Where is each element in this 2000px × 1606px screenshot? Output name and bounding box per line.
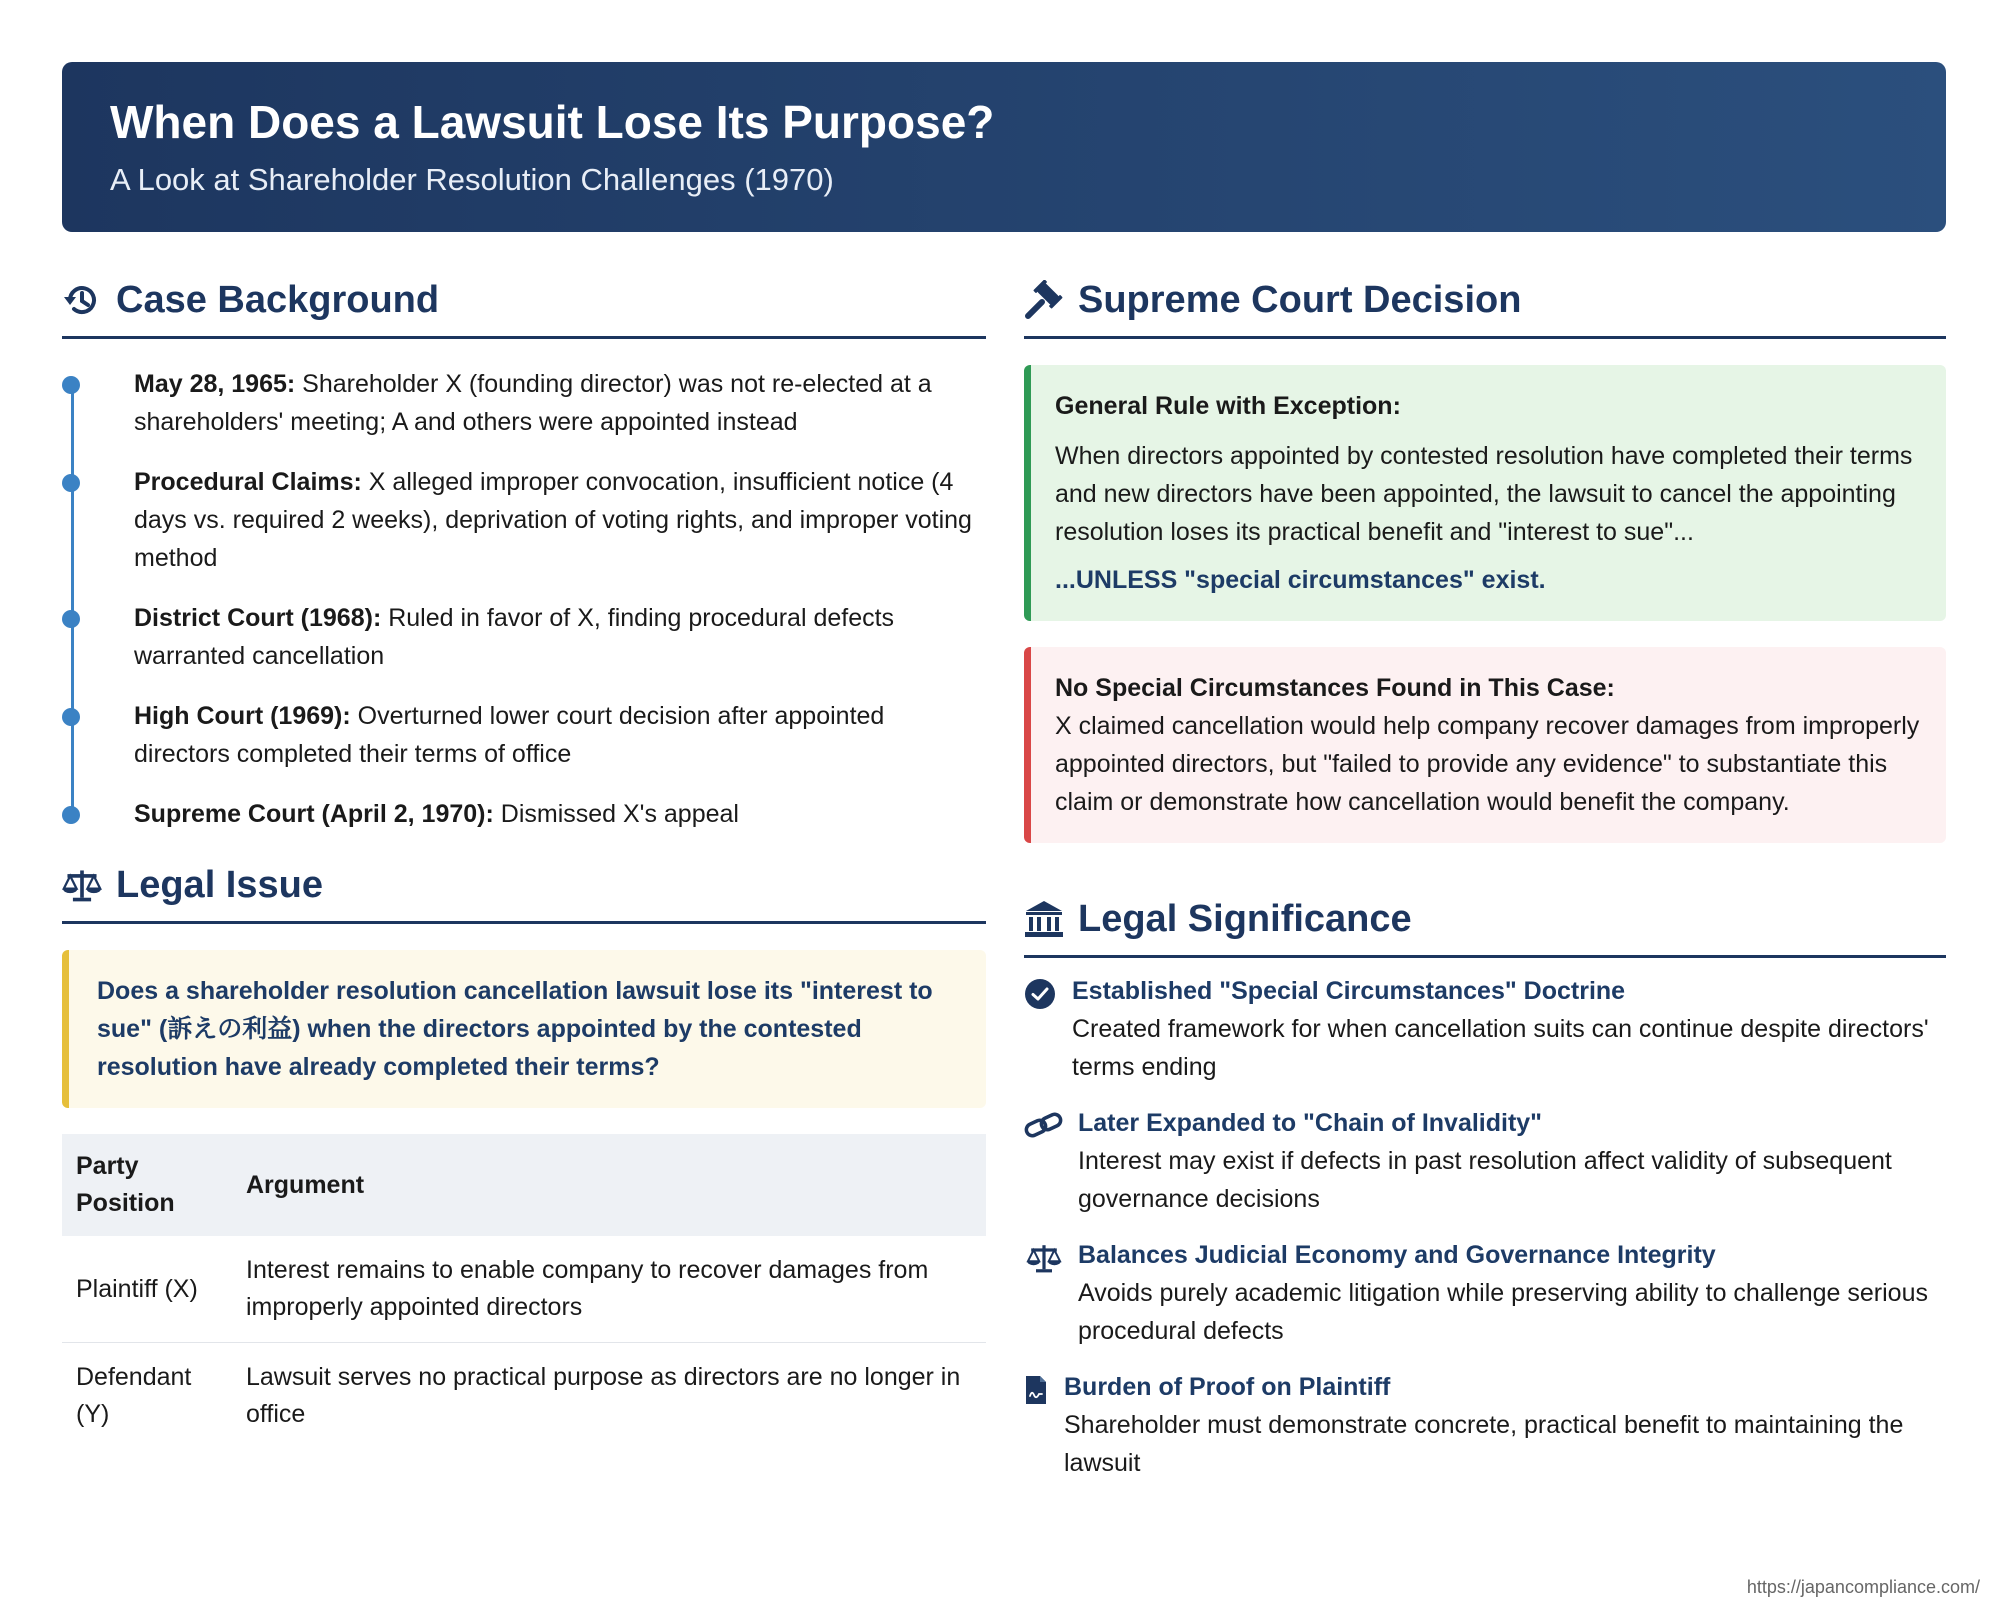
timeline-label: May 28, 1965: bbox=[134, 370, 296, 398]
significance-item-text: Shareholder must demonstrate concrete, practical benefit to maintaining the lawsuit bbox=[1064, 1411, 1904, 1477]
list-item bbox=[1024, 1368, 1946, 1482]
timeline-text: Ruled in favor of X, finding procedural defects warranted cancellation bbox=[134, 604, 895, 670]
general-rule-text: When directors appointed by contested resolution have completed their terms and new directors have been appointed, the lawsuit to cancel the appointing resolution loses its practical benefit and "interest to sue"... bbox=[1055, 442, 1913, 546]
footer-url: https://japancompliance.com/ bbox=[1746, 1577, 1980, 1597]
finding-title: No Special Circumstances Found in This Case: bbox=[1055, 674, 1615, 702]
list-item bbox=[1024, 1236, 1946, 1350]
gavel-icon bbox=[1024, 280, 1064, 320]
case-background-heading bbox=[62, 270, 986, 339]
significance-item-title: Balances Judicial Economy and Governance Integrity bbox=[1078, 1241, 1716, 1269]
supreme-court-decision-heading bbox=[1024, 270, 1946, 339]
legal-significance-title: Legal Significance bbox=[1078, 897, 1412, 940]
timeline-item bbox=[134, 697, 986, 773]
page-title: When Does a Lawsuit Lose Its Purpose? bbox=[110, 96, 995, 148]
page-subtitle: A Look at Shareholder Resolution Challenges (1970) bbox=[110, 162, 834, 197]
list-item bbox=[1024, 1104, 1946, 1218]
significance-item-text: Interest may exist if defects in past resolution affect validity of subsequent governance decisions bbox=[1078, 1147, 1892, 1213]
table-header-argument: Argument bbox=[232, 1134, 986, 1236]
timeline-line bbox=[71, 381, 74, 811]
case-timeline bbox=[62, 365, 986, 833]
timeline-label: High Court (1969): bbox=[134, 702, 351, 730]
timeline-dot bbox=[62, 708, 80, 726]
table-cell-party: Defendant (Y) bbox=[76, 1363, 192, 1428]
scales-icon bbox=[62, 865, 102, 905]
table-row bbox=[62, 1236, 986, 1343]
timeline-dot bbox=[62, 610, 80, 628]
timeline-item bbox=[134, 795, 986, 833]
legal-significance-heading bbox=[1024, 889, 1946, 958]
legal-issue-title: Legal Issue bbox=[116, 863, 323, 906]
significance-item-title: Established "Special Circumstances" Doctrine bbox=[1072, 977, 1626, 1005]
significance-item-text: Avoids purely academic litigation while preserving ability to challenge serious procedural defects bbox=[1078, 1279, 1928, 1345]
timeline-label: Supreme Court (April 2, 1970): bbox=[134, 800, 494, 828]
table-cell-argument: Lawsuit serves no practical purpose as directors are no longer in office bbox=[246, 1363, 961, 1428]
significance-list bbox=[1024, 972, 1946, 1482]
legal-issue-question: Does a shareholder resolution cancellation lawsuit lose its "interest to sue" (訴えの利益) when the directors appointed by the contested resolution have already completed their terms? bbox=[62, 950, 986, 1108]
no-special-circumstances-box bbox=[1024, 647, 1946, 843]
institution-icon bbox=[1024, 899, 1064, 939]
table-header-party: Party Position bbox=[62, 1134, 232, 1236]
page-header bbox=[62, 62, 1946, 232]
timeline-item bbox=[134, 365, 986, 441]
timeline-text: Overturned lower court decision after appointed directors completed their terms of office bbox=[134, 702, 885, 768]
finding-text: X claimed cancellation would help company recover damages from improperly appointed directors, but "failed to provide any evidence" to substantiate this claim or demonstrate how cancellation would benefit the company. bbox=[1055, 712, 1920, 816]
list-item bbox=[1024, 972, 1946, 1086]
history-icon bbox=[62, 280, 102, 320]
table-cell-party: Plaintiff (X) bbox=[62, 1236, 232, 1343]
timeline-label: District Court (1968): bbox=[134, 604, 382, 632]
timeline-dot bbox=[62, 376, 80, 394]
document-icon bbox=[1024, 1374, 1048, 1406]
timeline-item bbox=[134, 599, 986, 675]
left-column bbox=[62, 270, 986, 1449]
timeline-text: X alleged improper convocation, insufficient notice (4 days vs. required 2 weeks), deprivation of voting rights, and improper voting method bbox=[134, 468, 972, 572]
general-rule-exception: ...UNLESS "special circumstances" exist. bbox=[1055, 566, 1546, 594]
supreme-court-decision-title: Supreme Court Decision bbox=[1078, 278, 1522, 321]
timeline-dot bbox=[62, 806, 80, 824]
timeline-text: Dismissed X's appeal bbox=[493, 800, 739, 828]
link-icon bbox=[1024, 1110, 1064, 1142]
timeline-item bbox=[134, 463, 986, 577]
general-rule-title: General Rule with Exception: bbox=[1055, 392, 1401, 420]
significance-item-text: Created framework for when cancellation suits can continue despite directors' terms ending bbox=[1072, 1015, 1929, 1081]
table-header-row bbox=[62, 1134, 986, 1236]
party-arguments-table bbox=[62, 1134, 986, 1449]
right-column bbox=[1024, 270, 1946, 1500]
legal-issue-heading bbox=[62, 855, 986, 924]
table-cell-argument: Interest remains to enable company to recover damages from improperly appointed directors bbox=[232, 1236, 986, 1343]
check-circle-icon bbox=[1024, 978, 1056, 1010]
significance-item-title: Burden of Proof on Plaintiff bbox=[1064, 1373, 1391, 1401]
timeline-label: Procedural Claims: bbox=[134, 468, 362, 496]
significance-item-title: Later Expanded to "Chain of Invalidity" bbox=[1078, 1109, 1543, 1137]
table-row bbox=[62, 1343, 986, 1450]
case-background-title: Case Background bbox=[116, 278, 440, 321]
timeline-dot bbox=[62, 474, 80, 492]
timeline-text: Shareholder X (founding director) was not re-elected at a shareholders' meeting; A and others were appointed instead bbox=[134, 370, 932, 436]
general-rule-box bbox=[1024, 365, 1946, 621]
scales-icon bbox=[1024, 1242, 1064, 1274]
